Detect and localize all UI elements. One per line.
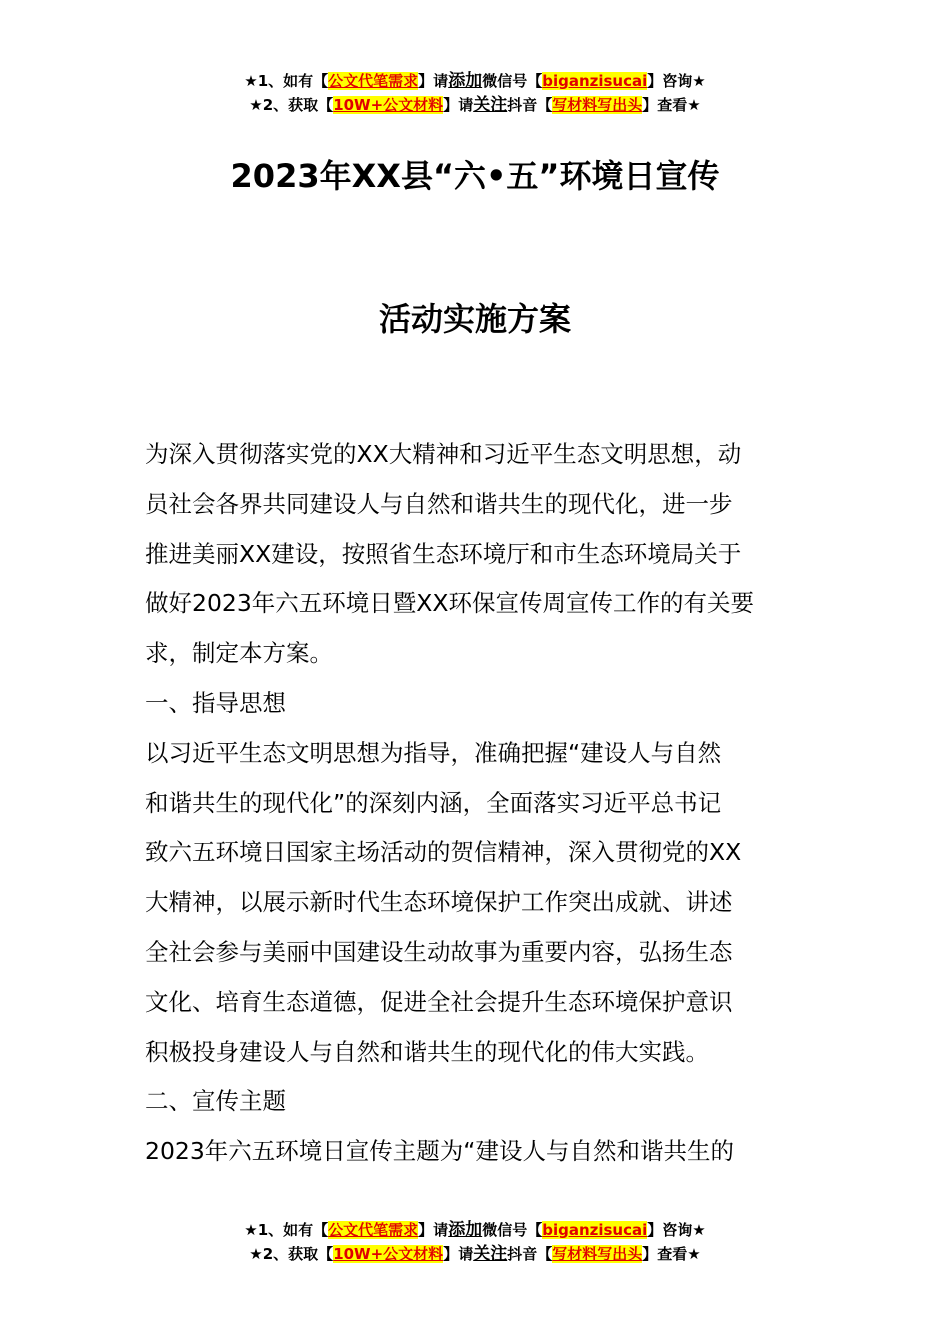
banner-text: 微信号【 [482,1221,543,1239]
body-line: 积极投身建设人与自然和谐共生的现代化的伟大实践。 [145,1037,709,1066]
banner-emphasis: 关注 [473,95,508,115]
banner-highlight: 公文代笔需求 [328,72,419,90]
banner-text: 】查看★ [642,1245,701,1263]
document-body [145,430,825,1177]
banner-text: 】咨询★ [647,1221,706,1239]
banner-text: ★1、如有【 [244,1221,329,1239]
body-line: 一、指导思想 [145,688,286,717]
banner-line-2 [0,93,950,117]
banner-emphasis: 关注 [473,1244,508,1264]
banner-line-1 [0,1218,950,1242]
banner-text: ★2、获取【 [249,96,334,114]
body-line: 求，制定本方案。 [145,639,333,668]
banner-highlight: 10W+公文材料 [333,1245,444,1263]
body-line: 以习近平生态文明思想为指导，准确把握“建设人与自然 [145,738,722,767]
banner-line-1 [0,69,950,93]
banner-highlight: 10W+公文材料 [333,96,444,114]
body-line: 员社会各界共同建设人与自然和谐共生的现代化，进一步 [145,489,733,518]
document-title-line-2: 活动实施方案 [378,300,571,338]
banner-text: 】请 [418,72,449,90]
banner-text: 】请 [418,1221,449,1239]
banner-text: ★1、如有【 [244,72,329,90]
banner-highlight: 写材料写出头 [552,1245,643,1263]
banner-text: 微信号【 [482,72,543,90]
body-line: 全社会参与美丽中国建设生动故事为重要内容，弘扬生态 [145,937,733,966]
banner-text: 】咨询★ [647,72,706,90]
banner-highlight: 写材料写出头 [552,96,643,114]
banner-text: 】请 [443,96,474,114]
banner-emphasis: 添加 [448,71,483,91]
body-line: 为深入贯彻落实党的XX大精神和习近平生态文明思想，动 [145,440,742,468]
banner-highlight: biganzisucai [542,1221,648,1239]
banner-highlight: 公文代笔需求 [328,1221,419,1239]
banner-text: 】查看★ [642,96,701,114]
body-line: 二、宣传主题 [145,1087,286,1116]
body-line: 文化、培育生态道德，促进全社会提升生态环境保护意识 [145,987,733,1016]
bottom-banner [0,1218,950,1266]
top-banner [0,69,950,117]
body-line: 和谐共生的现代化”的深刻内涵，全面落实习近平总书记 [145,788,722,817]
banner-highlight: biganzisucai [542,72,648,90]
document-title-line-1: 2023年XX县“六•五”环境日宣传 [230,157,720,195]
body-line: 推进美丽XX建设，按照省生态环境厅和市生态环境局关于 [145,539,742,568]
body-line: 大精神，以展示新时代生态环境保护工作突出成就、讲述 [145,888,733,917]
banner-text: 抖音【 [507,96,553,114]
body-line: 做好2023年六五环境日暨XX环保宣传周宣传工作的有关要 [145,589,755,618]
banner-text: 抖音【 [507,1245,553,1263]
banner-text: 】请 [443,1245,474,1263]
banner-text: ★2、获取【 [249,1245,334,1263]
body-line: 2023年六五环境日宣传主题为“建设人与自然和谐共生的 [145,1137,734,1166]
body-line: 致六五环境日国家主场活动的贺信精神，深入贯彻党的XX [145,838,742,867]
banner-line-2 [0,1242,950,1266]
banner-emphasis: 添加 [448,1220,483,1240]
